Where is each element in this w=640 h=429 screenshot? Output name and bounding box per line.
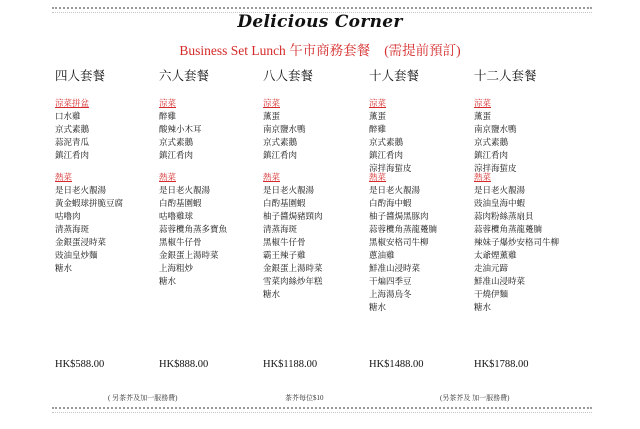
hot-dish-item: 干燒伊麵 (474, 290, 509, 300)
cold-dish-item: 京式素鵝 (263, 138, 298, 148)
cold-dishes-section (474, 98, 584, 172)
hot-dish-item: 上海湯烏冬 (369, 290, 412, 300)
hot-dish-item: 雪菜肉絲炒年糕 (263, 277, 323, 287)
cold-dish-item: 鎮江肴肉 (263, 151, 298, 161)
hot-dishes-section (369, 172, 479, 315)
hot-dish-item: 豉油皇炒麵 (55, 251, 98, 261)
cold-dish-item: 涼拌海蜇皮 (474, 164, 517, 174)
hot-dishes-section (474, 172, 584, 315)
hot-dish-item: 柚子醬焗豬頸肉 (263, 212, 323, 222)
hot-dishes-section (159, 172, 269, 289)
hot-dishes-title: 熱菜 (55, 173, 73, 183)
booking-note: (需提前預訂) (384, 43, 461, 58)
hot-dish-item: 金銀蛋上湯時菜 (263, 264, 323, 274)
hot-dishes-title: 熱菜 (159, 173, 177, 183)
hot-dish-item: 是日老火靚湯 (369, 186, 421, 196)
hot-dish-item: 霸王辣子雞 (263, 251, 306, 261)
hot-dish-item: 是日老火靚湯 (263, 186, 315, 196)
cold-dish-item: 京式素鵝 (369, 138, 404, 148)
cold-dishes-section (159, 98, 269, 172)
cold-dish-item: 京式素鵝 (159, 138, 194, 148)
hot-dish-item: 太爺煙薰雞 (474, 251, 517, 261)
hot-dish-item: 白酌海中蝦 (369, 199, 412, 209)
footer-note-left: ( 另茶芥及加一服務費) (108, 394, 178, 402)
hot-dish-item: 咕嚕雞球 (159, 212, 194, 222)
hot-dish-item: 蔥油雞 (369, 251, 395, 261)
hot-dish-item: 糖水 (369, 303, 387, 313)
title-chinese: 午市商務套餐 (289, 43, 371, 58)
set-name: 四人套餐 (55, 68, 106, 83)
set-column (263, 66, 373, 302)
set-price: HK$1188.00 (263, 359, 318, 370)
set-column (159, 66, 269, 289)
hot-dish-item: 走油元蹄 (474, 264, 509, 274)
hot-dish-item: 黑椒安格司牛柳 (369, 238, 429, 248)
set-price: HK$1788.00 (474, 359, 529, 370)
hot-dish-item: 黑椒牛仔骨 (159, 238, 202, 248)
cold-dish-item: 南京鹽水鴨 (474, 125, 517, 135)
hot-dish-item: 金銀蛋浸時菜 (55, 238, 107, 248)
set-name: 十人套餐 (369, 68, 420, 83)
restaurant-name: Delicious Corner (237, 12, 403, 32)
hot-dish-item: 咕嚕肉 (55, 212, 81, 222)
cold-dishes-title: 涼菜 (369, 99, 387, 109)
set-column (55, 66, 165, 276)
set-column (369, 66, 479, 315)
hot-dish-item: 豉油皇海中蝦 (474, 199, 526, 209)
cold-dish-item: 鎮江肴肉 (55, 151, 90, 161)
hot-dishes-title: 熱菜 (369, 173, 387, 183)
hot-dish-item: 清蒸海斑 (263, 225, 298, 235)
cold-dishes-section (263, 98, 373, 172)
set-price: HK$1488.00 (369, 359, 424, 370)
hot-dishes-title: 熱菜 (474, 173, 492, 183)
hot-dish-item: 糖水 (474, 303, 492, 313)
hot-dish-item: 黃金蝦球拼脆豆腐 (55, 199, 124, 209)
cold-dish-item: 薰蛋 (369, 112, 387, 122)
cold-dish-item: 鎮江肴肉 (474, 151, 509, 161)
cold-dish-item: 醉雞 (159, 112, 177, 122)
set-name: 八人套餐 (263, 68, 314, 83)
hot-dish-item: 蒜蓉欖角蒸多寶魚 (159, 225, 228, 235)
cold-dish-item: 蒜泥青瓜 (55, 138, 90, 148)
cold-dish-item: 京式素鵝 (55, 125, 90, 135)
cold-dishes-title: 涼菜拼盆 (55, 99, 90, 109)
hot-dish-item: 鮮准山浸時菜 (369, 264, 421, 274)
hot-dish-item: 是日老火靚湯 (474, 186, 526, 196)
cold-dishes-section (369, 98, 479, 172)
cold-dish-item: 醉雞 (369, 125, 387, 135)
hot-dishes-section (55, 172, 165, 276)
hot-dish-item: 黑椒牛仔骨 (263, 238, 306, 248)
cold-dish-item: 涼拌海蜇皮 (369, 164, 412, 174)
cold-dishes-section (55, 98, 165, 172)
set-price: HK$588.00 (55, 359, 105, 370)
hot-dish-item: 蒜肉粉絲蒸扇貝 (474, 212, 534, 222)
hot-dish-item: 糖水 (159, 277, 177, 287)
hot-dish-item: 是日老火靚湯 (55, 186, 107, 196)
footer-note-center: 茶芥每位$10 (285, 394, 324, 402)
cold-dish-item: 薰蛋 (474, 112, 492, 122)
cold-dishes-title: 涼菜 (159, 99, 177, 109)
set-name: 六人套餐 (159, 68, 210, 83)
set-name: 十二人套餐 (474, 68, 537, 83)
hot-dish-item: 柚子醬焗黑豚肉 (369, 212, 429, 222)
cold-dish-item: 薰蛋 (263, 112, 281, 122)
hot-dish-item: 鮮准山浸時菜 (474, 277, 526, 287)
cold-dishes-title: 涼菜 (263, 99, 281, 109)
hot-dishes-title: 熱菜 (263, 173, 281, 183)
bottom-dotted-border (52, 407, 592, 413)
cold-dish-item: 京式素鵝 (474, 138, 509, 148)
hot-dish-item: 干煸四季豆 (369, 277, 412, 287)
hot-dish-item: 上海粗炒 (159, 264, 194, 274)
cold-dish-item: 南京鹽水鴨 (263, 125, 306, 135)
title-english: Business Set Lunch (179, 43, 286, 58)
hot-dish-item: 蒜蓉欖角蒸龍躉腩 (474, 225, 543, 235)
hot-dish-item: 糖水 (263, 290, 281, 300)
menu-headline (0, 39, 640, 59)
hot-dish-item: 糖水 (55, 264, 73, 274)
set-price: HK$888.00 (159, 359, 209, 370)
cold-dish-item: 鎮江肴肉 (159, 151, 194, 161)
cold-dishes-title: 涼菜 (474, 99, 492, 109)
hot-dishes-section (263, 172, 373, 302)
hot-dish-item: 蒜蓉欖角蒸龍躉腩 (369, 225, 438, 235)
hot-dish-item: 白酌基圍蝦 (263, 199, 306, 209)
hot-dish-item: 清蒸海斑 (55, 225, 90, 235)
cold-dish-item: 酸辣小木耳 (159, 125, 202, 135)
cold-dish-item: 鎮江肴肉 (369, 151, 404, 161)
set-column (474, 66, 584, 315)
hot-dish-item: 辣妹子爆炒安格司牛柳 (474, 238, 560, 248)
footer-note-right: (另茶芥及 加一服務費) (440, 394, 510, 402)
hot-dish-item: 金銀蛋上湯時菜 (159, 251, 219, 261)
hot-dish-item: 白酌基圍蝦 (159, 199, 202, 209)
cold-dish-item: 口水雞 (55, 112, 81, 122)
hot-dish-item: 是日老火靚湯 (159, 186, 211, 196)
